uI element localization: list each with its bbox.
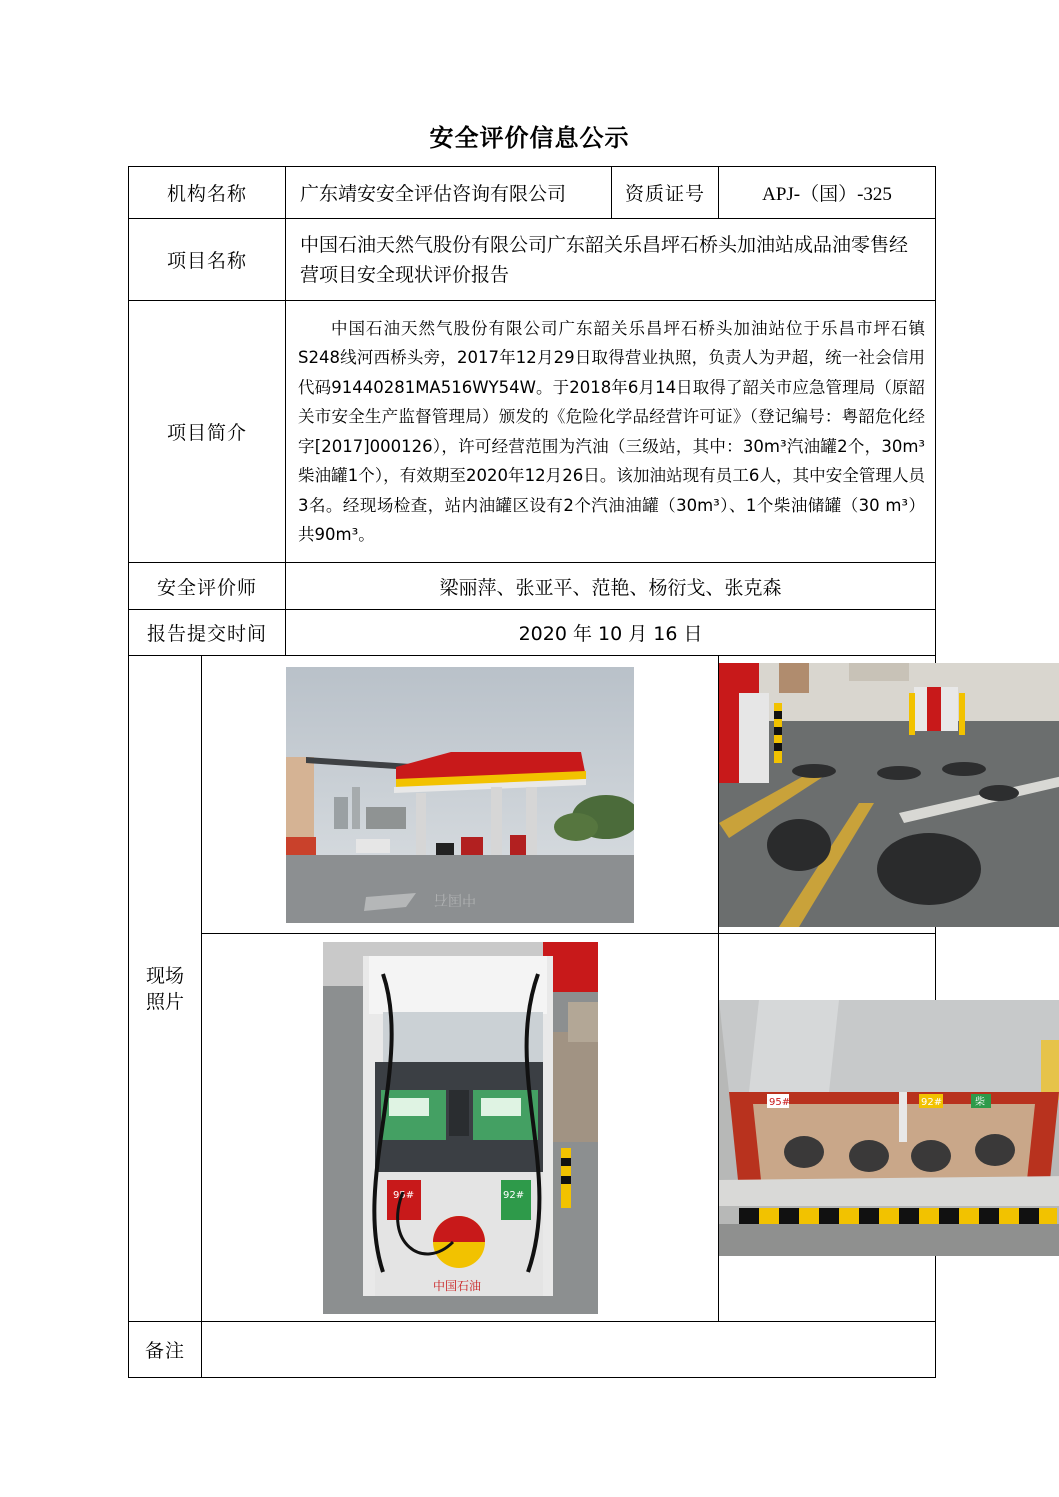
org-value: 广东靖安安全评估咨询有限公司: [286, 167, 612, 219]
tank-tag-95: 95#: [769, 1096, 791, 1108]
submit-row: [129, 610, 936, 656]
dispenser-logo-text: 中国石油: [432, 1278, 481, 1293]
photo-fuel-dispenser: [323, 942, 598, 1314]
evaluators-row: [129, 563, 936, 610]
disclosure-table: [128, 166, 986, 1378]
photo-forecourt-tank-lids: [719, 663, 1059, 927]
intro-text: 中国石油天然气股份有限公司广东韶关乐昌坪石桥头加油站位于乐昌市坪石镇S248线河西桥头旁，2017年12月29日取得营业执照，负责人为尹超，统一社会信用代码91440281MA516WY54W。于2018年6月14日取得了韶关市应急管理局（原韶关市安全生产监督管理局）颁发的《危险化学品经营许可证》（登记编号：粤韶危化经字[2017]000126），许可经营范围为汽油（三级站，其中：30m³汽油罐2个，30m³柴油罐1个），有效期至2020年12月26日。该加油站现有员工6人，其中安全管理人员3名。经现场检查，站内油罐区设有2个汽油油罐（30m³）、1个柴油储罐（30 m³）共90m³。: [286, 301, 936, 563]
photos-row-2: [129, 934, 936, 1322]
submit-label: 报告提交时间: [129, 610, 286, 656]
badge-92: 92#: [502, 1189, 524, 1201]
badge-95: 95#: [392, 1189, 414, 1201]
org-row: [129, 167, 936, 219]
intro-label: 项目简介: [129, 301, 286, 563]
cert-label: 资质证号: [612, 167, 719, 219]
photos-label-line1: 现场: [145, 964, 184, 987]
remarks-value: [202, 1322, 936, 1378]
tank-tag-diesel: 柴: [975, 1096, 986, 1108]
project-label: 项目名称: [129, 219, 286, 301]
tank-tag-92: 92#: [921, 1096, 943, 1108]
photo-cell-2: [719, 656, 936, 934]
photos-label-line2: 照片: [145, 990, 184, 1013]
org-label: 机构名称: [129, 167, 286, 219]
cert-value: APJ-（国）-325: [719, 167, 936, 219]
photo-cell-4: [719, 934, 986, 1322]
page-title: 安全评价信息公示: [429, 124, 630, 152]
ground-marking-text: 中国石: [434, 890, 476, 907]
remarks-row: [129, 1322, 936, 1378]
intro-row: [129, 301, 936, 563]
project-value: 中国石油天然气股份有限公司广东韶关乐昌坪石桥头加油站成品油零售经营项目安全现状评价报告: [286, 219, 936, 301]
photos-row-1: [129, 656, 936, 934]
photos-label: [129, 656, 202, 1322]
submit-value: 2020 年 10 月 16 日: [286, 610, 936, 656]
photo-station-canopy: [286, 667, 634, 923]
photo-tank-well: [719, 1000, 1059, 1256]
project-row: [129, 219, 936, 301]
remarks-label: 备注: [129, 1322, 202, 1378]
evaluators-value: 梁丽萍、张亚平、范艳、杨衍戈、张克森: [286, 563, 936, 610]
evaluators-label: 安全评价师: [129, 563, 286, 610]
photo-cell-1: [202, 656, 719, 934]
photo-cell-3: [202, 934, 719, 1322]
